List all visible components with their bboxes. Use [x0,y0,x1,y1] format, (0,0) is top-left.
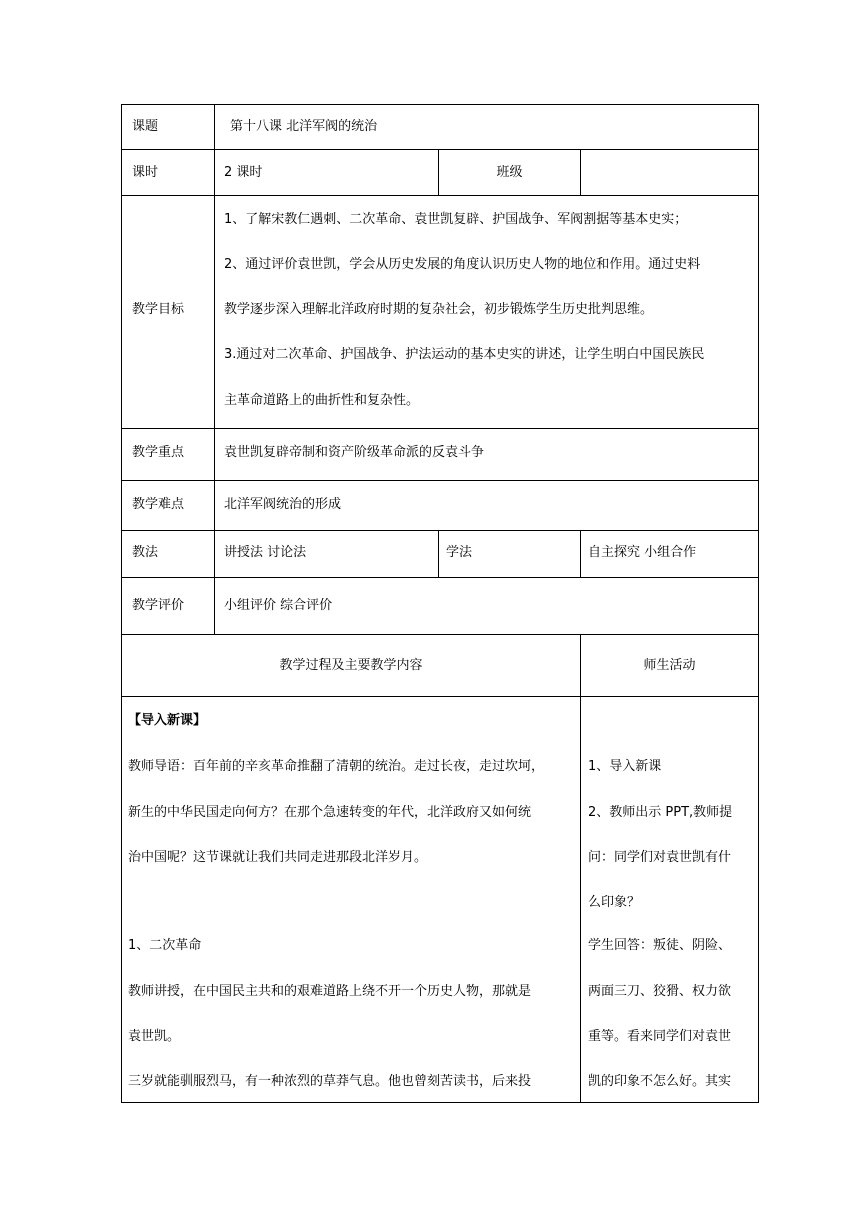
row-divider [122,530,758,531]
process-content-line: 三岁就能驯服烈马，有一种浓烈的草莽气息。他也曾刻苦读书，后来投 [128,1074,532,1089]
process-content-line: 教师讲授，在中国民主共和的艰难道路上绕不开一个历史人物，那就是 [128,984,532,999]
activity-line: 么印象？ [588,895,641,910]
row-divider [122,634,758,635]
row-divider [122,577,758,578]
row-divider [122,480,758,481]
process-header-activity: 师生活动 [643,658,696,673]
evaluation-label: 教学评价 [132,598,185,613]
activity-line: 1、导入新课 [588,759,662,774]
process-content-line: 袁世凯。 [128,1029,181,1044]
activity-line: 凯的印象不怎么好。其实 [588,1074,732,1089]
evaluation-value: 小组评价 综合评价 [224,598,333,613]
activity-line: 问：同学们对袁世凯有什 [588,850,732,865]
row-divider [122,428,758,429]
method-label: 教法 [132,545,159,560]
topic-value: 第十八课 北洋军阀的统治 [230,119,378,134]
column-divider [580,530,581,577]
process-header-content: 教学过程及主要教学内容 [279,658,423,673]
process-content-line: 治中国呢？这节课就让我们共同走进那段北洋岁月。 [128,850,428,865]
hours-label: 课时 [132,165,159,180]
row-divider [122,149,758,150]
hours-value: 2 课时 [224,165,263,180]
activity-line: 学生回答：叛徒、阴险、 [588,938,732,953]
key-point-label: 教学重点 [132,445,185,460]
goal-line: 1、了解宋教仁遇刺、二次革命、袁世凯复辟、护国战争、军阀割据等基本史实； [224,212,688,227]
class-label: 班级 [496,165,523,180]
goal-line: 主革命道路上的曲折性和复杂性。 [224,393,420,408]
label-column-divider [214,105,215,634]
key-point-value: 袁世凯复辟帝制和资产阶级革命派的反袁斗争 [224,445,485,460]
study-label: 学法 [446,545,473,560]
row-divider [122,696,758,697]
activity-line: 重等。看来同学们对袁世 [588,1029,732,1044]
process-content-line: 1、二次革命 [128,938,202,953]
goal-line: 2、通过评价袁世凯，学会从历史发展的角度认识历史人物的地位和作用。通过史料 [224,257,701,272]
column-divider [580,149,581,195]
process-column-divider [580,634,581,1102]
process-content-line: 【导入新课】 [128,713,207,728]
activity-line: 两面三刀、狡猾、权力欲 [588,984,732,999]
column-divider [438,530,439,577]
lesson-plan-table [121,104,759,1103]
difficulty-value: 北洋军阀统治的形成 [224,497,342,512]
goal-line: 3.通过对二次革命、护国战争、护法运动的基本史实的讲述，让学生明白中国民族民 [224,347,705,362]
topic-label: 课题 [132,119,159,134]
process-content-line: 新生的中华民国走向何方？在那个急速转变的年代，北洋政府又如何统 [128,805,532,820]
study-value: 自主探究 小组合作 [588,545,697,560]
process-content-line: 教师导语：百年前的辛亥革命推翻了清朝的统治。走过长夜，走过坎坷， [128,759,545,774]
activity-line: 2、教师出示 PPT,教师提 [588,805,733,820]
goals-label: 教学目标 [132,302,185,317]
goal-line: 教学逐步深入理解北洋政府时期的复杂社会，初步锻炼学生历史批判思维。 [224,302,654,317]
row-divider [122,195,758,196]
difficulty-label: 教学难点 [132,497,185,512]
method-value: 讲授法 讨论法 [224,545,307,560]
